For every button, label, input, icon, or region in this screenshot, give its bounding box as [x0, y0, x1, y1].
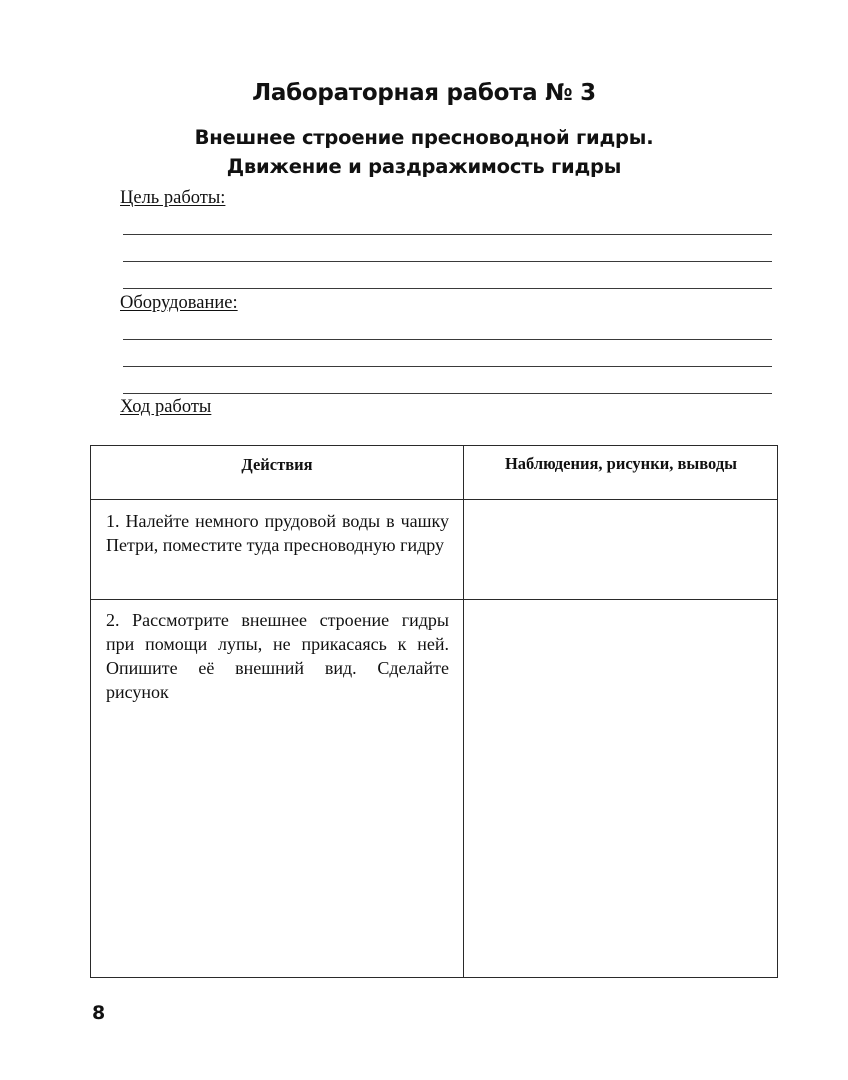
column-divider — [463, 446, 464, 977]
equipment-answer-line-3[interactable] — [123, 393, 772, 394]
table-row-2-action: 2. Рассмотрите внешнее строение гидры при помощи лупы, не прикасаясь к ней. Опишите её внешний вид. Сделайте рисунок — [106, 610, 449, 702]
procedure-label: Ход работы — [120, 397, 212, 417]
equipment-label: Оборудование: — [120, 293, 238, 313]
table-row-1-observation[interactable] — [465, 501, 777, 599]
subtitle-line-2: Движение и раздражимость гидры — [226, 155, 622, 178]
table-row-1-action: 1. Налейте немного прудовой воды в чашку Петри, поместите туда пресноводную гидру — [106, 511, 449, 555]
page-title: Лабораторная работа № 3 — [252, 80, 596, 106]
goal-answer-line-2[interactable] — [123, 261, 772, 262]
goal-label: Цель работы: — [120, 188, 226, 208]
table-row-2-observation[interactable] — [465, 601, 777, 977]
goal-answer-line-3[interactable] — [123, 288, 772, 289]
equipment-answer-line-2[interactable] — [123, 366, 772, 367]
row-divider — [91, 599, 777, 600]
page-number: 8 — [92, 1002, 106, 1024]
equipment-answer-line-1[interactable] — [123, 339, 772, 340]
subtitle-line-1: Внешнее строение пресноводной гидры. — [194, 126, 654, 149]
procedure-table — [90, 445, 778, 978]
goal-answer-line-1[interactable] — [123, 234, 772, 235]
header-observations: Наблюдения, рисунки, выводы — [504, 454, 738, 473]
header-row-divider — [91, 499, 777, 500]
header-actions: Действия — [241, 455, 313, 474]
